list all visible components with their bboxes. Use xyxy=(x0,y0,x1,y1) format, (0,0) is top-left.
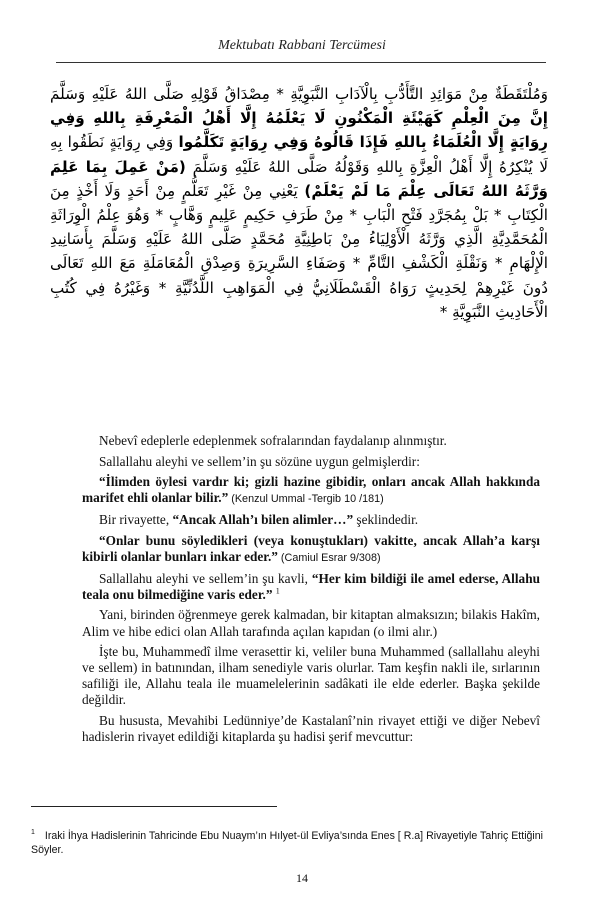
header-rule xyxy=(56,62,546,63)
arabic-narration-continued: وَفِي رِوَايَةٍ نَطَقُوا بِهِ لَا يُنْكِرُهُ إِلَّا أَهْلُ الْعِزَّةِ بِاللهِ وَقَوْلُهُ صَلَّى اللهُ عَلَيْهِ وَسَلَّمَ xyxy=(50,133,549,176)
hadith-quote-bold: “İlimden öylesi vardır ki; gizli hazine gibidir, onları ancak Allah hakkında marifet ehli olanlar bilir.” xyxy=(82,474,540,506)
arabic-narration-bold: وَفِي رِوَايَةٍ إِلَّا الْعُلَمَاءُ بِاللهِ فَإِذَا قَالُوهُ وَفِي رِوَايَةٍ xyxy=(50,109,549,152)
tr-paragraph-6 xyxy=(82,571,540,603)
running-header: Mektubatı Rabbani Tercümesi xyxy=(218,38,386,53)
footnote-rule xyxy=(31,806,277,807)
hadith-quote-bold: “Ancak Allah’ı bilen alimler…” xyxy=(172,512,354,528)
tr-paragraph-8: İşte bu, Muhammedî ilme verasettir ki, veliler buna Muhammed (sallallahu aleyhi ve sellem) in batınından, ilham senediyle varis olurlar. Tam keşfin nakli ile, sırlarının safiliği ile, Allahu teala ile muamelelerinin sadâkati ile elde ederler. Başka şekilde değildir. xyxy=(82,644,540,708)
tr-paragraph-7: Yani, birinden öğrenmeye gerek kalmadan, bir kitaptan almaksızın; bilakis Hakîm, Alim ve hibe edici olan Allah tarafında açılan kapıdan (o ilmi alır.) xyxy=(82,607,540,639)
hadith-quote-bold: “Her kim bildiği ile amel ederse, Allahu teala onu bilmediğine varis eder.” xyxy=(82,570,540,602)
footnote-text: Iraki İhya Hadislerinin Tahricinde Ebu Nuaym’ın Hılyet-ül Evliya’sında Enes [ R.a] Rivayetiyle Tahriç Ettiğini Söyler. xyxy=(31,830,544,856)
arabic-line-intro: وَمُلْتَقَطَةٌ مِنْ مَوَائِدِ التَّأَدُّبِ بِالْآدَابِ النَّبَوِيَّةِ * مِصْدَاقُ قَوْلِهِ صَلَّى اللهُ عَلَيْهِ وَسَلَّمَ xyxy=(50,85,548,103)
arabic-commentary: يَعْنِي مِنْ غَيْرِ تَعَلُّمٍ مِنْ أَحَدٍ وَلَا أَخْذٍ مِنَ الْكِتَابِ * بَلْ بِمُجَرَّدِ فَتْحِ الْبَابِ * مِنْ طَرَفِ حَكِيمٍ عَلِيمٍ وَهَّابٍ * وَهُوَ عِلْمُ الْوِرَاثَةِ الْمُحَمَّدِيَّةِ الَّذِي وَرَّثَهُ الْأَوْلِيَاءُ مِنْ بَاطِنِيَّةِ مُحَمَّدٍ صَلَّى اللهُ عَلَيْهِ وَسَلَّمَ بِأَسَانِيدِ الْإِلْهَامِ * وَنَقْلَةِ الْكَشْفِ التَّامِّ * وَصَفَاءِ السَّرِيرَةِ وَصِدْقِ الْمُعَامَلَةِ مَعَ اللهِ تَعَالَى دُونَ غَيْرِهِمْ لِحَدِيثٍ رَوَاهُ الْقَسْطَلَانِيُّ فِي الْمَوَاهِبِ اللَّدُنِّيَّةِ * وَغَيْرُهُ فِي كُتُبِ الْأَحَادِيثِ النَّبَوِيَّةِ * xyxy=(50,181,548,321)
turkish-translation xyxy=(82,433,540,750)
tr-paragraph-9: Bu hususta, Mevahibi Ledünniye’de Kastalanî’nin rivayet ettiği ve diğer Nebevî hadislerin rivayet edildiği kitaplarda şu hadisi şerif mevcuttur: xyxy=(82,713,540,745)
tr-paragraph-4 xyxy=(82,512,540,528)
footnote xyxy=(31,829,551,857)
tr-text: şeklindedir. xyxy=(353,512,419,528)
arabic-text-block xyxy=(50,82,548,324)
page-number: 14 xyxy=(296,871,308,885)
source-citation: (Kenzul Ummal -Tergib 10 /181) xyxy=(228,493,384,506)
footnote-marker: 1 xyxy=(31,829,35,837)
source-citation: (Camiul Esrar 9/308) xyxy=(277,551,381,564)
tr-paragraph-5 xyxy=(82,533,540,566)
arabic-word-bold: تَكَلَّمُوا xyxy=(178,133,225,152)
arabic-hadith-quote: (مَنْ عَمِلَ بِمَا عَلِمَ وَرَّثَهُ اللهُ تَعَالَى عِلْمَ مَا لَمْ يَعْلَمْ) xyxy=(50,157,548,200)
tr-paragraph-2: Sallallahu aleyhi ve sellem’in şu sözüne uygun gelmişlerdir: xyxy=(99,453,420,469)
footnote-reference[interactable]: 1 xyxy=(275,586,280,596)
arabic-hadith-bold: إِنَّ مِنَ الْعِلْمِ كَهَيْئَةِ الْمَكْنُونِ لَا يَعْلَمُهُ إِلَّا أَهْلُ الْمَعْرِفَةِ بِاللهِ xyxy=(93,109,549,128)
arabic-paragraph xyxy=(50,82,548,324)
tr-text: Bir rivayette, xyxy=(99,512,173,528)
hadith-quote-bold: “Onlar bunu söyledikleri (veya konuştukları) vakitte, ancak Allah’a karşı kibirli olanlar bunları inkar eder.” xyxy=(82,532,540,564)
tr-paragraph-3 xyxy=(82,474,540,507)
tr-paragraph-1: Nebevî edeplerle edeplenmek sofralarından faydalanıp alınmıştır. xyxy=(99,433,447,448)
tr-text: Sallallahu aleyhi ve sellem’in şu kavli, xyxy=(99,570,312,586)
